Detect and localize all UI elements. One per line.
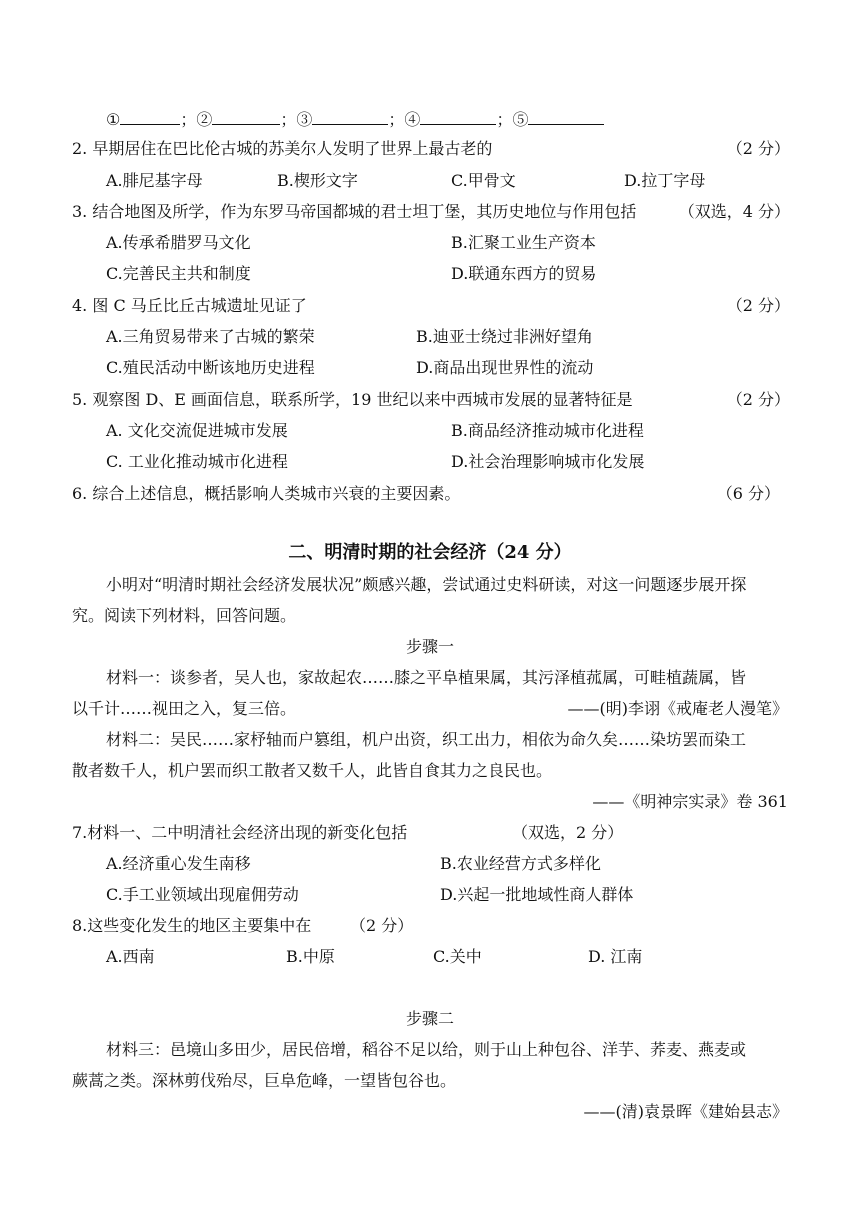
q7-option-a[interactable]: A.经济重心发生南移: [106, 854, 251, 873]
answer-blank-3[interactable]: [312, 108, 388, 125]
q2-option-b[interactable]: B.楔形文字: [277, 171, 358, 190]
step-1-heading: 步骤一: [405, 637, 454, 656]
material-2-source: ——《明神宗实录》卷 361: [592, 792, 788, 811]
blank-label-3: ③: [296, 110, 313, 129]
q3-option-a[interactable]: A.传承希腊罗马文化: [106, 233, 251, 252]
question-7-stem: 7.材料一、二中明清社会经济出现的新变化包括: [72, 823, 408, 842]
material-1-line-2: 以千计……视田之入，复三倍。: [72, 699, 297, 718]
q3-option-c[interactable]: C.完善民主共和制度: [106, 264, 251, 283]
material-1-line-1: 材料一：谈参者，吴人也，家故起农……膝之平阜植果属，其污泽植菰属，可畦植蔬属，皆: [106, 668, 747, 687]
answer-blank-1[interactable]: [120, 108, 180, 125]
answer-blank-2[interactable]: [212, 108, 280, 125]
question-3-score: （双选，4 分）: [678, 202, 790, 221]
q7-option-d[interactable]: D.兴起一批地域性商人群体: [440, 885, 634, 904]
blank-label-4: ④: [404, 110, 421, 129]
question-2-stem: 2. 早期居住在巴比伦古城的苏美尔人发明了世界上最古老的: [72, 139, 493, 158]
answer-blanks-line: ① ；② ；③ ；④ ；⑤: [106, 108, 604, 130]
answer-blank-4[interactable]: [420, 108, 496, 125]
section-2-title: 二、明清时期的社会经济（24 分）: [288, 542, 572, 563]
question-4-score: （2 分）: [726, 296, 790, 315]
question-8-stem: 8.这些变化发生的地区主要集中在: [72, 916, 312, 935]
question-5-score: （2 分）: [726, 390, 790, 409]
q4-option-a[interactable]: A.三角贸易带来了古城的繁荣: [106, 327, 315, 346]
q5-option-c[interactable]: C. 工业化推动城市化进程: [106, 452, 288, 471]
q8-option-d[interactable]: D. 江南: [588, 947, 643, 966]
question-4-stem: 4. 图 C 马丘比丘古城遗址见证了: [72, 296, 307, 315]
q7-option-b[interactable]: B.农业经营方式多样化: [440, 854, 601, 873]
section-2-intro-line-2: 究。阅读下列材料，回答问题。: [72, 606, 297, 625]
q3-option-d[interactable]: D.联通东西方的贸易: [451, 264, 597, 283]
question-6-stem: 6. 综合上述信息，概括影响人类城市兴衰的主要因素。: [72, 484, 461, 503]
q2-option-d[interactable]: D.拉丁字母: [624, 171, 706, 190]
question-7-score: （双选，2 分）: [512, 823, 624, 842]
q4-option-d[interactable]: D.商品出现世界性的流动: [416, 358, 594, 377]
q5-option-d[interactable]: D.社会治理影响城市化发展: [451, 452, 645, 471]
q7-option-c[interactable]: C.手工业领域出现雇佣劳动: [106, 885, 299, 904]
q4-option-b[interactable]: B.迪亚士绕过非洲好望角: [416, 327, 593, 346]
material-3-line-1: 材料三：邑境山多田少，居民倍增，稻谷不足以给，则于山上种包谷、洋芋、荞麦、燕麦或: [106, 1040, 747, 1059]
q8-option-c[interactable]: C.关中: [433, 947, 482, 966]
material-2-line-2: 散者数千人，机户罢而织工散者又数千人，此皆自食其力之良民也。: [72, 761, 553, 780]
material-1-source: ——(明)李诩《戒庵老人漫笔》: [567, 699, 788, 718]
q4-option-c[interactable]: C.殖民活动中断该地历史进程: [106, 358, 315, 377]
q5-option-b[interactable]: B.商品经济推动城市化进程: [451, 421, 644, 440]
question-8-score: （2 分）: [350, 916, 414, 935]
step-2-heading: 步骤二: [405, 1009, 454, 1028]
answer-blank-5[interactable]: [528, 108, 604, 125]
blank-label-2: ②: [196, 110, 213, 129]
material-3-source: ——(清)袁景晖《建始县志》: [583, 1102, 788, 1121]
material-2-line-1: 材料二：吴民……家杼轴而户篡组，机户出资，织工出力，相依为命久矣……染坊罢而染工: [106, 730, 747, 749]
section-2-intro-line-1: 小明对“明清时期社会经济发展状况”颇感兴趣，尝试通过史料研读，对这一问题逐步展开探: [106, 575, 747, 594]
blank-label-1: ①: [106, 110, 121, 129]
question-2-score: （2 分）: [726, 139, 790, 158]
question-3-stem: 3. 结合地图及所学，作为东罗马帝国都城的君士坦丁堡，其历史地位与作用包括: [72, 202, 637, 221]
q3-option-b[interactable]: B.汇聚工业生产资本: [451, 233, 596, 252]
question-6-score: （6 分）: [716, 484, 780, 503]
q2-option-c[interactable]: C.甲骨文: [451, 171, 516, 190]
q8-option-a[interactable]: A.西南: [106, 947, 155, 966]
material-3-line-2: 蕨蒿之类。深林剪伐殆尽，巨阜危峰，一望皆包谷也。: [72, 1071, 457, 1090]
q2-option-a[interactable]: A.腓尼基字母: [106, 171, 203, 190]
q5-option-a[interactable]: A. 文化交流促进城市发展: [106, 421, 288, 440]
q8-option-b[interactable]: B.中原: [286, 947, 335, 966]
blank-label-5: ⑤: [512, 110, 529, 129]
question-5-stem: 5. 观察图 D、E 画面信息，联系所学，19 世纪以来中西城市发展的显著特征是: [72, 390, 633, 409]
